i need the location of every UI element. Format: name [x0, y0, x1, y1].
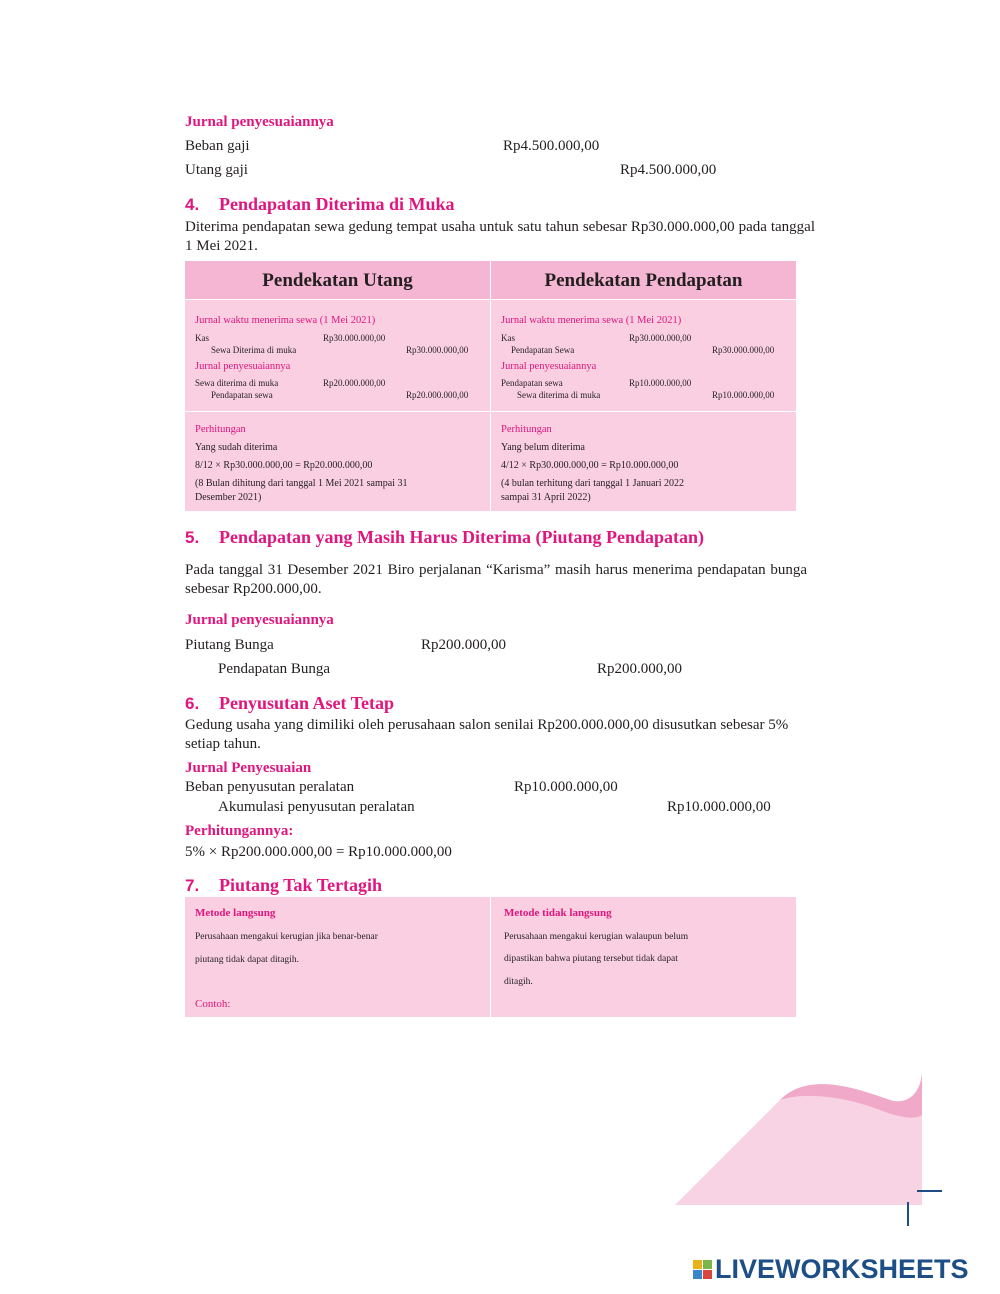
right-j1-title: Jurnal waktu menerima sewa (1 Mei 2021) — [501, 315, 682, 326]
liveworksheets-logo — [693, 1253, 969, 1284]
right-calc-l1: Yang belum diterima — [501, 442, 585, 453]
right-j2-r2-credit: Rp10.000.000,00 — [712, 390, 775, 400]
method-indirect-cell — [491, 897, 796, 1017]
left-calc-l3: (8 Bulan dihitung dari tanggal 1 Mei 2021 sampai 31 — [195, 478, 408, 489]
section-5-r1-debit: Rp200.000,00 — [421, 637, 507, 653]
section-6-calc: 5% × Rp200.000.000,00 = Rp10.000.000,00 — [185, 844, 452, 860]
method-direct-example: Contoh: — [195, 998, 231, 1010]
section-6-calc-heading: Perhitungannya: — [185, 823, 294, 839]
section-4-title: Pendapatan Diterima di Muka — [219, 194, 455, 214]
right-j1-r1-acc: Kas — [501, 333, 515, 343]
section-6-r1-debit: Rp10.000.000,00 — [514, 779, 618, 795]
left-j2-r1-acc: Sewa diterima di muka — [195, 378, 279, 388]
section-5-paragraph: Pada tanggal 31 Desember 2021 Biro perjalanan “Karisma” masih harus menerima pendapatan bunga sebesar Rp200.000,00. — [185, 562, 807, 597]
section-5-r2-account: Pendapatan Bunga — [218, 661, 331, 677]
left-calc-l1: Yang sudah diterima — [195, 442, 278, 453]
section-6-r1-account: Beban penyusutan peralatan — [185, 779, 355, 795]
right-calc-l3: (4 bulan terhitung dari tanggal 1 Januari 2022 — [501, 478, 685, 489]
logo-text: LIVEWORKSHEETS — [715, 1253, 969, 1284]
method-indirect-l3: ditagih. — [504, 977, 533, 987]
left-j1-title: Jurnal waktu menerima sewa (1 Mei 2021) — [195, 315, 376, 326]
table-right-journal-cell — [491, 300, 796, 411]
left-calc-title: Perhitungan — [195, 424, 246, 435]
page-marker-horizontal — [917, 1190, 942, 1192]
section-6-r2-credit: Rp10.000.000,00 — [667, 799, 771, 815]
section-5-r2-credit: Rp200.000,00 — [597, 661, 683, 677]
right-j2-r1-debit: Rp10.000.000,00 — [629, 378, 692, 388]
section-6-number: 6. — [185, 694, 200, 713]
section-7-heading — [185, 875, 382, 896]
right-j2-r2-acc: Sewa diterima di muka — [517, 390, 601, 400]
section-6-paragraph: Gedung usaha yang dimiliki oleh perusahaan salon senilai Rp200.000.000,00 disusutkan sebesar 5% setiap tahun. — [185, 717, 789, 752]
left-j1-r1-acc: Kas — [195, 333, 209, 343]
logo-icon — [693, 1260, 712, 1279]
section-5-journal-heading: Jurnal penyesuaiannya — [185, 612, 334, 628]
method-direct-l1: Perusahaan mengakui kerugian jika benar-benar — [195, 932, 378, 942]
section-5-number: 5. — [185, 528, 200, 547]
table-left-journal-cell — [185, 300, 490, 411]
section-5-r1-account: Piutang Bunga — [185, 637, 274, 653]
left-j1-r2-acc: Sewa Diterima di muka — [211, 345, 297, 355]
section-5-heading — [185, 527, 704, 548]
right-j2-r1-acc: Pendapatan sewa — [501, 378, 563, 388]
section-4-paragraph: Diterima pendapatan sewa gedung tempat usaha untuk satu tahun sebesar Rp30.000.000,00 pada tanggal 1 Mei 2021. — [185, 219, 815, 254]
table-right-header-cell — [491, 261, 796, 299]
left-calc-l2: 8/12 × Rp30.000.000,00 = Rp20.000.000,00 — [195, 460, 373, 471]
right-j2-title: Jurnal penyesuaiannya — [501, 361, 597, 372]
right-j1-r2-credit: Rp30.000.000,00 — [712, 345, 775, 355]
section-4-heading — [185, 194, 455, 215]
section-6-journal-heading: Jurnal Penyesuaian — [185, 760, 312, 776]
section-7-number: 7. — [185, 876, 200, 895]
right-calc-title: Perhitungan — [501, 424, 552, 435]
left-j2-r1-debit: Rp20.000.000,00 — [323, 378, 386, 388]
right-j1-r1-debit: Rp30.000.000,00 — [629, 333, 692, 343]
table-left-header-cell — [185, 261, 490, 299]
section-6-title: Penyusutan Aset Tetap — [219, 693, 395, 713]
method-direct-title: Metode langsung — [195, 907, 276, 919]
left-j2-r2-credit: Rp20.000.000,00 — [406, 390, 469, 400]
top-row1-debit: Rp4.500.000,00 — [503, 138, 600, 154]
method-indirect-l1: Perusahaan mengakui kerugian walaupun belum — [504, 932, 689, 942]
right-calc-l2: 4/12 × Rp30.000.000,00 = Rp10.000.000,00 — [501, 460, 679, 471]
table-right-header: Pendekatan Pendapatan — [544, 270, 743, 291]
method-direct-l2: piutang tidak dapat ditagih. — [195, 955, 299, 965]
table-left-header: Pendekatan Utang — [262, 270, 413, 291]
section-4-number: 4. — [185, 195, 200, 214]
right-calc-l4: sampai 31 April 2022) — [501, 492, 591, 503]
top-row2-credit: Rp4.500.000,00 — [620, 162, 717, 178]
section-6-heading — [185, 693, 394, 714]
top-row2-account: Utang gaji — [185, 162, 248, 178]
section-7-title: Piutang Tak Tertagih — [219, 875, 383, 895]
top-journal-heading: Jurnal penyesuaiannya — [185, 114, 334, 130]
table-right-calc-cell — [491, 412, 796, 511]
left-j2-title: Jurnal penyesuaiannya — [195, 361, 291, 372]
method-indirect-title: Metode tidak langsung — [504, 907, 612, 919]
left-calc-l4: Desember 2021) — [195, 492, 262, 503]
top-row1-account: Beban gaji — [185, 138, 250, 154]
right-j1-r2-acc: Pendapatan Sewa — [511, 345, 575, 355]
method-direct-cell — [185, 897, 490, 1017]
decorative-wave-shape — [660, 1060, 940, 1220]
left-j1-r1-debit: Rp30.000.000,00 — [323, 333, 386, 343]
method-indirect-l2: dipastikan bahwa piutang tersebut tidak dapat — [504, 954, 678, 964]
left-j1-r2-credit: Rp30.000.000,00 — [406, 345, 469, 355]
page-marker-vertical — [907, 1202, 909, 1226]
left-j2-r2-acc: Pendapatan sewa — [211, 390, 273, 400]
section-5-title: Pendapatan yang Masih Harus Diterima (Piutang Pendapatan) — [219, 527, 705, 547]
table-left-calc-cell — [185, 412, 490, 511]
section-6-r2-account: Akumulasi penyusutan peralatan — [218, 799, 415, 815]
